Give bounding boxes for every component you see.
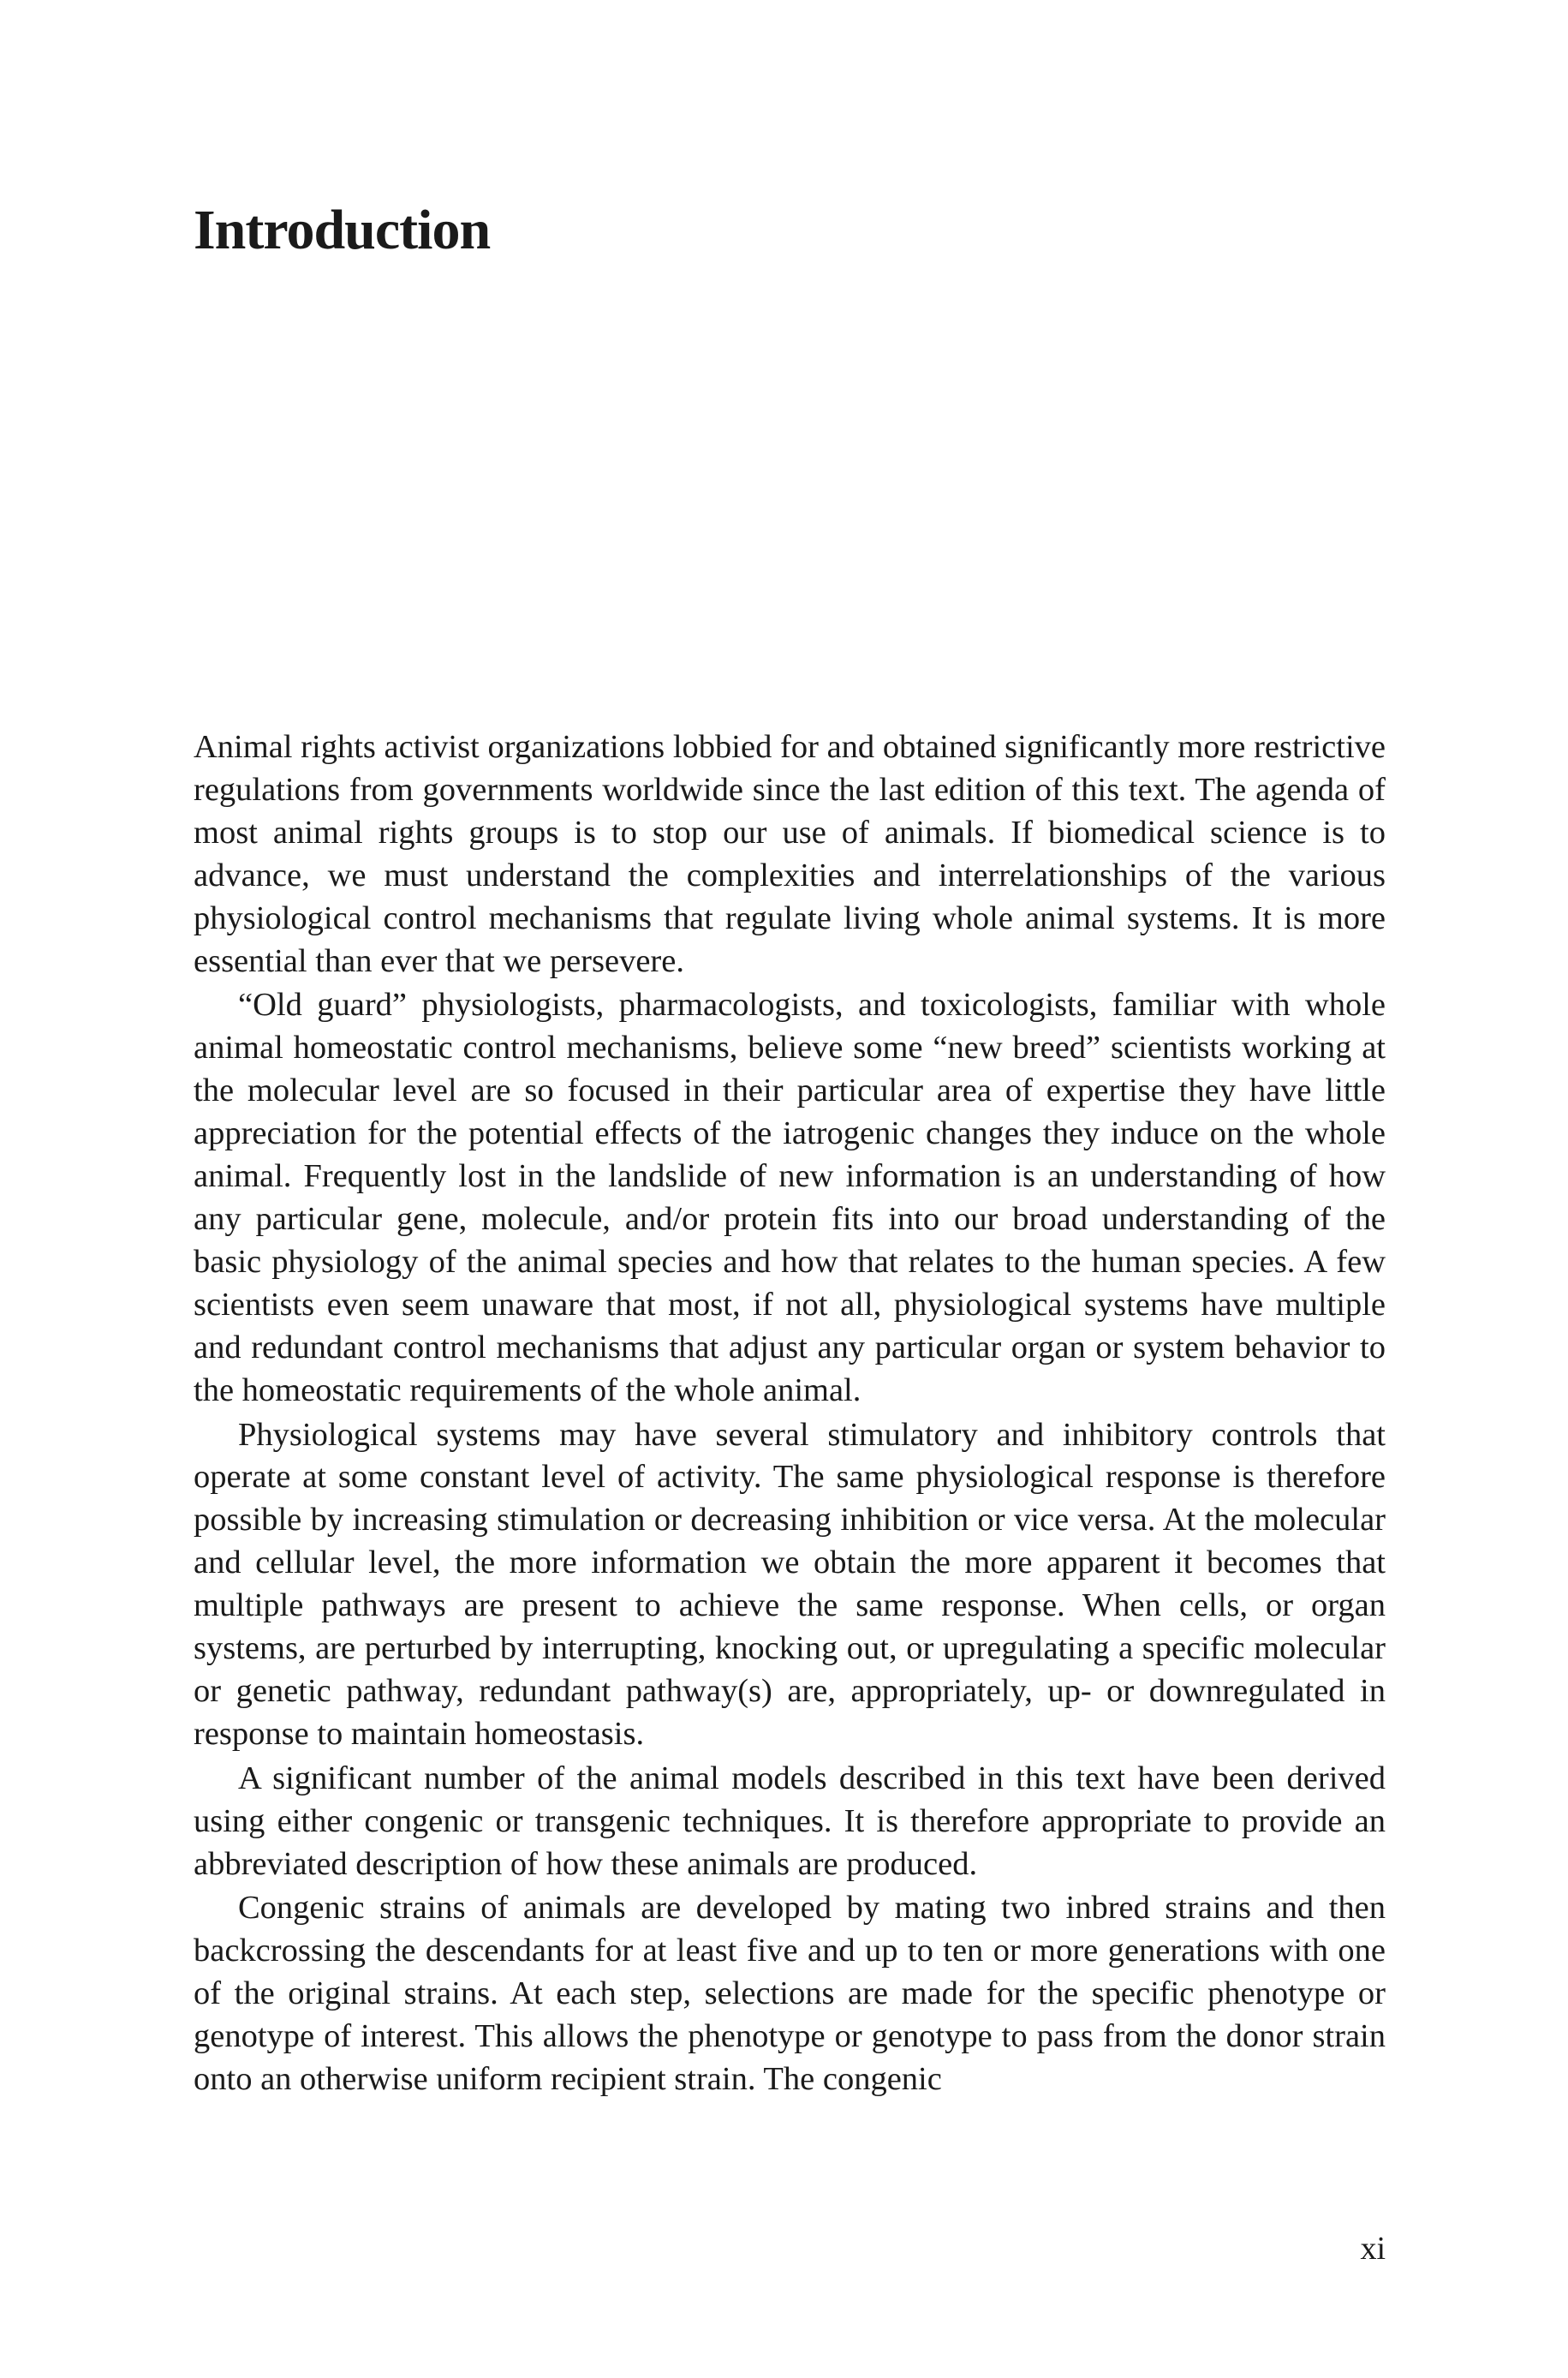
page-number: xi bbox=[1360, 2231, 1386, 2267]
paragraph-4: A significant number of the animal models described in this text have been derived using either congenic or transgenic techniques. It is therefore appropriate to provide an abbreviated description of how these animals are produced. bbox=[194, 1760, 1386, 1882]
paragraph-1: Animal rights activist organizations lobbied for and obtained significantly more restrictive regulations from governments worldwide since the last edition of this text. The agenda of most animal rights groups is to stop our use of animals. If biomedical science is to advance, we must understand the complexities and interrelationships of the various physiological control mechanisms that regulate living whole animal systems. It is more essential than ever that we persevere. bbox=[194, 729, 1386, 979]
paragraph-2: “Old guard” physiologists, pharmacologists, and toxicologists, familiar with whole animal homeostatic control mechanisms, believe some “new breed” scientists working at the molecular level are so focused in their particular area of expertise they have little appreciation for the potential effects of the iatrogenic changes they induce on the whole animal. Frequently lost in the landslide of new information is an understanding of how any particular gene, molecule, and/or protein fits into our broad understanding of the basic physiology of the animal species and how that relates to the human species. A few scientists even seem unaware that most, if not all, physiological systems have multiple and redundant control mechanisms that adjust any particular organ or system behavior to the homeostatic requirements of the whole animal. bbox=[194, 987, 1386, 1408]
chapter-title: Introduction bbox=[194, 199, 491, 261]
paragraph-5: Congenic strains of animals are developed by mating two inbred strains and then backcrossing the descendants for at least five and up to ten or more generations with one of the original strains. At each step, selections are made for the specific phenotype or genotype of interest. This allows the phenotype or genotype to pass from the donor strain onto an otherwise uniform recipient strain. The congenic bbox=[194, 1890, 1386, 2098]
body-text bbox=[194, 726, 1386, 2103]
paragraph-3: Physiological systems may have several stimulatory and inhibitory controls that operate at some constant level of activity. The same physiological response is therefore possible by increasing stimulation or decreasing inhibition or vice versa. At the molecular and cellular level, the more information we obtain the more apparent it becomes that multiple pathways are present to achieve the same response. When cells, or organ systems, are perturbed by interrupting, knocking out, or upregulating a specific molecular or genetic pathway, redundant pathway(s) are, appropriately, up- or downregulated in response to maintain homeostasis. bbox=[194, 1416, 1386, 1752]
